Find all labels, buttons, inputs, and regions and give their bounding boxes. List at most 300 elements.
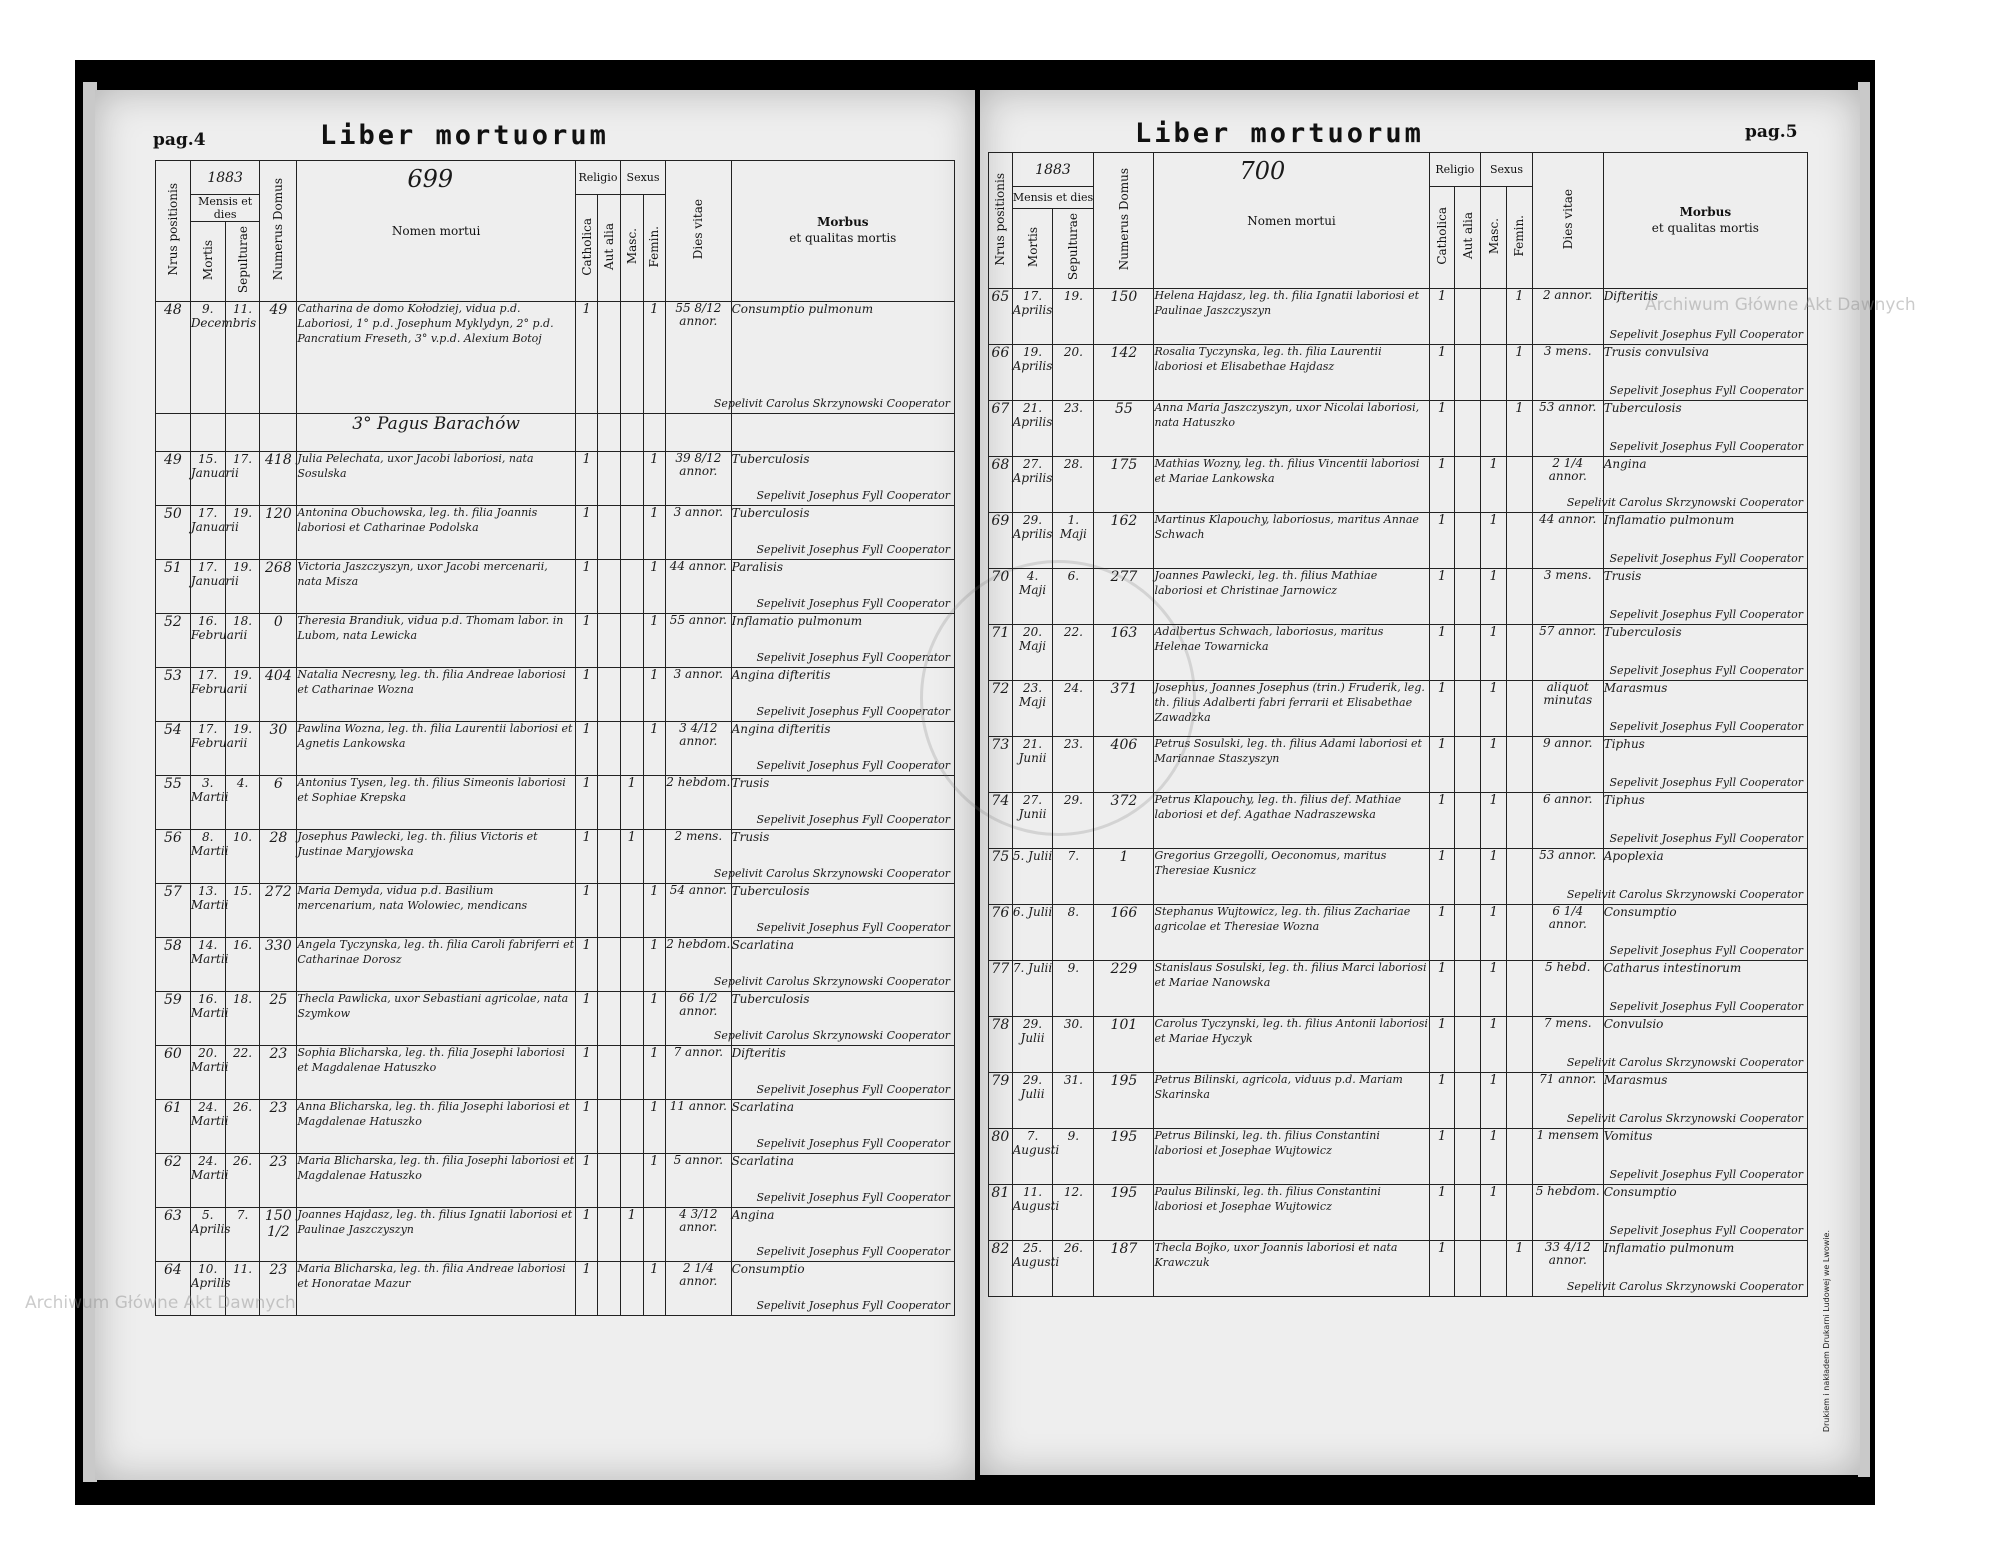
cause-text: Consumptio (1603, 905, 1677, 919)
officiant-signature: Sepelivit Josephus Fyll Cooperator (756, 489, 950, 502)
col-sepulturae: Sepulturae (225, 222, 260, 302)
death-date: 4. Maji (1012, 569, 1053, 625)
sex-male: 1 (1481, 905, 1507, 961)
house-number: 23 (260, 1100, 297, 1154)
table-row (156, 614, 955, 668)
religion-other (1455, 849, 1481, 905)
burial-date: 10. (225, 830, 260, 884)
burial-date: 22. (225, 1046, 260, 1100)
religion-catholic: 1 (575, 1208, 598, 1262)
burial-date: 22. (1053, 625, 1094, 681)
age-at-death: 3 annor. (666, 506, 732, 560)
burial-date: 11. (225, 302, 260, 414)
sex-male: 1 (1481, 569, 1507, 625)
sex-male: 1 (1481, 849, 1507, 905)
death-date: 25. Augusti (1012, 1241, 1053, 1297)
religion-catholic: 1 (575, 302, 598, 414)
burial-date: 8. (1053, 905, 1094, 961)
house-number: 406 (1094, 737, 1154, 793)
sex-male: 1 (1481, 625, 1507, 681)
religion-catholic: 1 (575, 1154, 598, 1208)
burial-date: 18. (225, 992, 260, 1046)
col-masc: Masc. (620, 195, 643, 302)
burial-date: 19. (1053, 289, 1094, 345)
age-at-death: 2 mens. (666, 830, 732, 884)
house-number: 30 (260, 722, 297, 776)
col-numerus-domus: Numerus Domus (1094, 153, 1154, 289)
death-date: 29. Julii (1012, 1017, 1053, 1073)
entry-number: 56 (156, 830, 191, 884)
cause-text: Paralisis (731, 560, 784, 574)
sex-female (1506, 513, 1532, 569)
col-aut-alia: Aut alia (598, 195, 621, 302)
sex-female: 1 (1506, 401, 1532, 457)
deceased-name: Mathias Wozny, leg. th. filius Vincentii laboriosi et Mariae Lankowska (1154, 457, 1429, 513)
burial-date: 29. (1053, 793, 1094, 849)
sex-female: 1 (643, 938, 666, 992)
age-at-death: 6 annor. (1532, 793, 1603, 849)
entry-number: 73 (989, 737, 1013, 793)
burial-date: 19. (225, 668, 260, 722)
religion-catholic: 1 (1429, 569, 1455, 625)
officiant-signature: Sepelivit Carolus Skrzynowski Cooperator (1566, 888, 1803, 901)
religion-other (598, 668, 621, 722)
cause-of-death (731, 722, 954, 776)
religion-other (598, 1046, 621, 1100)
deceased-name: Anna Maria Jaszczyszyn, uxor Nicolai laboriosi, nata Hatuszko (1154, 401, 1429, 457)
house-number: 25 (260, 992, 297, 1046)
religion-catholic: 1 (1429, 793, 1455, 849)
deceased-name: Antonina Obuchowska, leg. th. filia Joannis laboriosi et Catharinae Podolska (297, 506, 576, 560)
burial-date: 24. (1053, 681, 1094, 737)
cause-of-death (1603, 625, 1807, 681)
deceased-name: Victoria Jaszczyszyn, uxor Jacobi mercenarii, nata Misza (297, 560, 576, 614)
sex-female: 1 (1506, 289, 1532, 345)
religion-other (1455, 457, 1481, 513)
death-date: 17. Aprilis (1012, 289, 1053, 345)
sex-male: 1 (1481, 457, 1507, 513)
deceased-name: Angela Tyczynska, leg. th. filia Caroli fabriferri et Catharinae Dorosz (297, 938, 576, 992)
deceased-name: Joannes Hajdasz, leg. th. filius Ignatii laboriosi et Paulinae Jaszczyszyn (297, 1208, 576, 1262)
deceased-name: Adalbertus Schwach, laboriosus, maritus Helenae Towarnicka (1154, 625, 1429, 681)
age-at-death: 1 mensem (1532, 1129, 1603, 1185)
cause-of-death (713, 938, 954, 992)
death-date: 29. Julii (1012, 1073, 1053, 1129)
sex-male (620, 668, 643, 722)
house-number: 23 (260, 1154, 297, 1208)
entry-number: 58 (156, 938, 191, 992)
cause-of-death (1603, 737, 1807, 793)
house-number: 195 (1094, 1185, 1154, 1241)
sex-female (1506, 1129, 1532, 1185)
cause-text: Tiphus (1603, 737, 1645, 751)
officiant-signature: Sepelivit Josephus Fyll Cooperator (1609, 776, 1803, 789)
religion-other (1455, 737, 1481, 793)
officiant-signature: Sepelivit Josephus Fyll Cooperator (756, 651, 950, 664)
sex-female (1506, 793, 1532, 849)
deceased-name: Maria Blicharska, leg. th. filia Josephi laboriosi et Magdalenae Hatuszko (297, 1154, 576, 1208)
entry-number: 55 (156, 776, 191, 830)
officiant-signature: Sepelivit Josephus Fyll Cooperator (1609, 944, 1803, 957)
entry-number: 57 (156, 884, 191, 938)
cause-of-death (1603, 905, 1807, 961)
cause-of-death (731, 614, 954, 668)
officiant-signature: Sepelivit Josephus Fyll Cooperator (1609, 1000, 1803, 1013)
cause-of-death (731, 884, 954, 938)
col-sepulturae: Sepulturae (1053, 209, 1094, 289)
burial-date: 6. (1053, 569, 1094, 625)
col-masc: Masc. (1481, 187, 1507, 289)
deceased-name: Petrus Sosulski, leg. th. filius Adami laboriosi et Mariannae Staszyszyn (1154, 737, 1429, 793)
archive-watermark: Archiwum Główne Akt Dawnych (25, 1293, 296, 1313)
religion-catholic: 1 (1429, 681, 1455, 737)
sex-male (620, 722, 643, 776)
deceased-name: Josephus, Joannes Josephus (trin.) Fruderik, leg. th. filius Adalberti fabri ferrarii et Elisabethae Zawadzka (1154, 681, 1429, 737)
religion-catholic: 1 (1429, 1017, 1455, 1073)
sex-female (643, 830, 666, 884)
page-header-title: Liber mortuorum (1135, 118, 1424, 149)
religion-other (1455, 569, 1481, 625)
table-row (989, 737, 1808, 793)
entry-number: 53 (156, 668, 191, 722)
cause-text: Apoplexia (1603, 849, 1664, 863)
death-date: 9. Decembris (190, 302, 225, 414)
burial-date: 18. (225, 614, 260, 668)
cause-text: Angina difteritis (731, 722, 831, 736)
burial-date: 9. (1053, 1129, 1094, 1185)
officiant-signature: Sepelivit Carolus Skrzynowski Cooperator (713, 397, 950, 410)
sex-female (643, 1208, 666, 1262)
deceased-name: Maria Demyda, vidua p.d. Basilium mercenarium, nata Wolowiec, mendicans (297, 884, 576, 938)
cause-of-death (1566, 1073, 1807, 1129)
deceased-name: Petrus Klapouchy, leg. th. filius def. Mathiae laboriosi et def. Agathae Nadraszewska (1154, 793, 1429, 849)
col-dies-vitae: Dies vitae (1532, 153, 1603, 289)
officiant-signature: Sepelivit Carolus Skrzynowski Cooperator (1566, 496, 1803, 509)
burial-date: 30. (1053, 1017, 1094, 1073)
burial-date: 1. Maji (1053, 513, 1094, 569)
cause-text: Trusis (1603, 569, 1642, 583)
sex-female: 1 (643, 614, 666, 668)
page-label: pag.5 (1745, 122, 1798, 142)
house-number: 162 (1094, 513, 1154, 569)
deceased-name: Julia Pelechata, uxor Jacobi laboriosi, nata Sosulska (297, 452, 576, 506)
religion-catholic: 1 (575, 722, 598, 776)
house-number: 101 (1094, 1017, 1154, 1073)
death-date: 13. Martii (190, 884, 225, 938)
table-row (989, 513, 1808, 569)
cause-text: Tuberculosis (731, 452, 810, 466)
table-row (156, 506, 955, 560)
officiant-signature: Sepelivit Josephus Fyll Cooperator (756, 1191, 950, 1204)
table-row (156, 452, 955, 506)
table-row (989, 905, 1808, 961)
sex-male: 1 (1481, 961, 1507, 1017)
cause-of-death (713, 302, 954, 414)
religion-other (1455, 401, 1481, 457)
table-row (156, 938, 955, 992)
sex-female: 1 (643, 884, 666, 938)
table-row (156, 722, 955, 776)
village-heading-row (156, 414, 955, 452)
table-row (989, 961, 1808, 1017)
cause-text: Tuberculosis (1603, 401, 1682, 415)
sex-male (620, 1262, 643, 1316)
house-number: 195 (1094, 1129, 1154, 1185)
table-row (156, 776, 955, 830)
table-row (156, 668, 955, 722)
cause-text: Angina difteritis (731, 668, 831, 682)
sex-female: 1 (643, 1046, 666, 1100)
death-date: 23. Maji (1012, 681, 1053, 737)
table-row (156, 1046, 955, 1100)
entry-number: 51 (156, 560, 191, 614)
age-at-death: 5 annor. (666, 1154, 732, 1208)
cause-text: Angina (1603, 457, 1647, 471)
cause-text: Trusis convulsiva (1603, 345, 1710, 359)
table-row (989, 569, 1808, 625)
officiant-signature: Sepelivit Carolus Skrzynowski Cooperator (713, 1029, 950, 1042)
religion-catholic: 1 (1429, 737, 1455, 793)
deceased-name: Petrus Bilinski, leg. th. filius Constantini laboriosi et Josephae Wujtowicz (1154, 1129, 1429, 1185)
age-at-death: 7 mens. (1532, 1017, 1603, 1073)
house-number: 330 (260, 938, 297, 992)
religion-catholic: 1 (575, 830, 598, 884)
sex-male (620, 1100, 643, 1154)
officiant-signature: Sepelivit Josephus Fyll Cooperator (756, 543, 950, 556)
table-row (989, 849, 1808, 905)
deceased-name: Sophia Blicharska, leg. th. filia Josephi laboriosi et Magdalenae Hatuszko (297, 1046, 576, 1100)
deceased-name: Paulus Bilinski, leg. th. filius Constantini laboriosi et Josephae Wujtowicz (1154, 1185, 1429, 1241)
religion-catholic: 1 (575, 1100, 598, 1154)
sex-female: 1 (643, 722, 666, 776)
officiant-signature: Sepelivit Carolus Skrzynowski Cooperator (713, 867, 950, 880)
age-at-death: 33 4/12 annor. (1532, 1241, 1603, 1297)
death-date: 17. Februarii (190, 722, 225, 776)
officiant-signature: Sepelivit Josephus Fyll Cooperator (756, 705, 950, 718)
sex-male: 1 (1481, 1185, 1507, 1241)
col-religio: Religio (1429, 153, 1481, 187)
cause-text: Trusis (731, 830, 770, 844)
entry-number: 68 (989, 457, 1013, 513)
religion-other (598, 506, 621, 560)
religion-catholic: 1 (575, 614, 598, 668)
sex-male: 1 (1481, 1129, 1507, 1185)
burial-date: 19. (225, 560, 260, 614)
deceased-name: Pawlina Wozna, leg. th. filia Laurentii laboriosi et Agnetis Lankowska (297, 722, 576, 776)
open-register-book (25, 60, 1916, 1505)
house-number: 229 (1094, 961, 1154, 1017)
cause-text: Difteritis (731, 1046, 786, 1060)
table-row (989, 625, 1808, 681)
col-mortis: Mortis (190, 222, 225, 302)
register-table (155, 160, 955, 1316)
cause-text: Inflamatio pulmonum (731, 614, 863, 628)
entry-number: 74 (989, 793, 1013, 849)
col-femin: Femin. (1506, 187, 1532, 289)
cause-text: Difteritis (1603, 289, 1658, 303)
burial-date: 16. (225, 938, 260, 992)
deceased-name: Stanislaus Sosulski, leg. th. filius Marci laboriosi et Mariae Nanowska (1154, 961, 1429, 1017)
age-at-death: 2 1/4 annor. (1532, 457, 1603, 513)
religion-catholic: 1 (575, 1046, 598, 1100)
burial-date: 7. (1053, 849, 1094, 905)
death-date: 27. Junii (1012, 793, 1053, 849)
officiant-signature: Sepelivit Josephus Fyll Cooperator (756, 597, 950, 610)
deceased-name: Anna Blicharska, leg. th. filia Josephi laboriosi et Magdalenae Hatuszko (297, 1100, 576, 1154)
sex-male (1481, 289, 1507, 345)
entry-number: 62 (156, 1154, 191, 1208)
death-date: 20. Maji (1012, 625, 1053, 681)
house-number: 142 (1094, 345, 1154, 401)
cause-text: Angina (731, 1208, 775, 1222)
house-number: 1 (1094, 849, 1154, 905)
sex-female: 1 (643, 506, 666, 560)
religion-catholic: 1 (1429, 1129, 1455, 1185)
age-at-death: 3 annor. (666, 668, 732, 722)
sex-female: 1 (643, 302, 666, 414)
cause-of-death (731, 1154, 954, 1208)
col-year: 1883 (190, 161, 260, 195)
entry-number: 52 (156, 614, 191, 668)
sex-female (1506, 961, 1532, 1017)
house-number: 404 (260, 668, 297, 722)
age-at-death: 55 annor. (666, 614, 732, 668)
religion-other (1455, 905, 1481, 961)
sex-male (1481, 401, 1507, 457)
sex-male (620, 884, 643, 938)
age-at-death: 53 annor. (1532, 849, 1603, 905)
deceased-name: Petrus Bilinski, agricola, viduus p.d. Mariam Skarinska (1154, 1073, 1429, 1129)
age-at-death: 2 hebdom. (666, 938, 732, 992)
col-catholica: Catholica (1429, 187, 1455, 289)
sex-female: 1 (1506, 1241, 1532, 1297)
entry-number: 69 (989, 513, 1013, 569)
house-number: 6 (260, 776, 297, 830)
house-number: 163 (1094, 625, 1154, 681)
religion-other (598, 614, 621, 668)
cause-text: Scarlatina (731, 938, 794, 952)
house-number: 195 (1094, 1073, 1154, 1129)
sex-male (620, 938, 643, 992)
entry-number: 61 (156, 1100, 191, 1154)
death-date: 17. Januarii (190, 560, 225, 614)
cause-of-death (1566, 849, 1807, 905)
officiant-signature: Sepelivit Josephus Fyll Cooperator (1609, 1224, 1803, 1237)
sex-female: 1 (643, 452, 666, 506)
age-at-death: 3 mens. (1532, 569, 1603, 625)
sex-female (1506, 625, 1532, 681)
house-number: 23 (260, 1262, 297, 1316)
death-date: 27. Aprilis (1012, 457, 1053, 513)
age-at-death: 2 hebdom. (666, 776, 732, 830)
sex-female: 1 (643, 560, 666, 614)
table-row (156, 830, 955, 884)
entry-number: 72 (989, 681, 1013, 737)
deceased-name: Thecla Pawlicka, uxor Sebastiani agricolae, nata Szymkow (297, 992, 576, 1046)
col-aut-alia: Aut alia (1455, 187, 1481, 289)
deceased-name: Maria Blicharska, leg. th. filia Andreae laboriosi et Honoratae Mazur (297, 1262, 576, 1316)
religion-catholic: 1 (575, 1262, 598, 1316)
religion-catholic: 1 (575, 452, 598, 506)
religion-catholic: 1 (575, 506, 598, 560)
sex-male: 1 (1481, 793, 1507, 849)
religion-other (598, 884, 621, 938)
table-row (989, 457, 1808, 513)
house-number: 272 (260, 884, 297, 938)
table-row (989, 1017, 1808, 1073)
col-morbus: Morbus et qualitas mortis (1603, 153, 1807, 289)
cause-text: Consumptio (1603, 1185, 1677, 1199)
sex-male: 1 (620, 776, 643, 830)
religion-catholic: 1 (1429, 849, 1455, 905)
sex-female (1506, 737, 1532, 793)
sex-female: 1 (643, 1262, 666, 1316)
religion-other (1455, 1073, 1481, 1129)
entry-number: 50 (156, 506, 191, 560)
death-date: 24. Martii (190, 1154, 225, 1208)
sheet-number: 699 (407, 165, 454, 193)
entry-number: 75 (989, 849, 1013, 905)
house-number: 49 (260, 302, 297, 414)
table-row (156, 1154, 955, 1208)
death-date: 17. Februarii (190, 668, 225, 722)
age-at-death: 66 1/2 annor. (666, 992, 732, 1046)
age-at-death: 2 annor. (1532, 289, 1603, 345)
cause-text: Inflamatio pulmonum (1603, 1241, 1735, 1255)
cause-of-death (731, 452, 954, 506)
religion-other (1455, 513, 1481, 569)
table-row (156, 992, 955, 1046)
cause-of-death (731, 506, 954, 560)
cause-of-death (731, 1262, 954, 1316)
sex-male (620, 1046, 643, 1100)
sex-male: 1 (620, 830, 643, 884)
col-nrus-positionis: Nrus positionis (156, 161, 191, 302)
burial-date: 20. (1053, 345, 1094, 401)
death-date: 10. Aprilis (190, 1262, 225, 1316)
entry-number: 60 (156, 1046, 191, 1100)
religion-catholic: 1 (1429, 345, 1455, 401)
age-at-death: aliquot minutas (1532, 681, 1603, 737)
entry-number: 49 (156, 452, 191, 506)
cause-text: Tuberculosis (731, 884, 810, 898)
religion-other (598, 830, 621, 884)
sex-male (620, 452, 643, 506)
religion-other (598, 1100, 621, 1154)
death-date: 29. Aprilis (1012, 513, 1053, 569)
age-at-death: 44 annor. (666, 560, 732, 614)
sex-female (1506, 569, 1532, 625)
entry-number: 71 (989, 625, 1013, 681)
house-number: 187 (1094, 1241, 1154, 1297)
sex-female (1506, 1073, 1532, 1129)
entry-number: 63 (156, 1208, 191, 1262)
cause-of-death (1603, 961, 1807, 1017)
officiant-signature: Sepelivit Josephus Fyll Cooperator (1609, 384, 1803, 397)
officiant-signature: Sepelivit Josephus Fyll Cooperator (1609, 832, 1803, 845)
religion-catholic: 1 (1429, 961, 1455, 1017)
religion-other (598, 560, 621, 614)
deceased-name: Joannes Pawlecki, leg. th. filius Mathiae laboriosi et Christinae Jarnowicz (1154, 569, 1429, 625)
religion-other (1455, 1185, 1481, 1241)
house-number: 150 (1094, 289, 1154, 345)
col-nomen-mortui: 700 Nomen mortui (1154, 153, 1429, 289)
cause-of-death (1603, 569, 1807, 625)
table-row (156, 1100, 955, 1154)
age-at-death: 9 annor. (1532, 737, 1603, 793)
right-page (980, 90, 1916, 1475)
sex-male (620, 302, 643, 414)
